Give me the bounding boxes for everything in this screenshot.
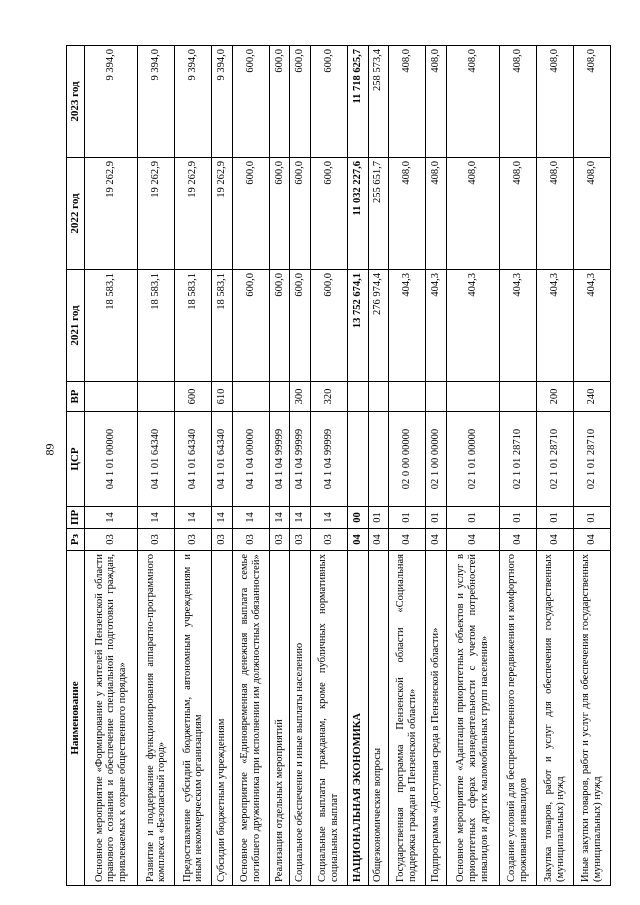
row-name-cell: Основное мероприятие «Единовременная денежная выплата семье погибшего дружинника при исполнении им должностных обязанностей» (232, 551, 269, 886)
col-header-2021: 2021 год (67, 270, 85, 382)
row-pr-cell: 01 (389, 507, 426, 529)
table-row (537, 46, 574, 886)
row-rz-cell: 04 (500, 529, 537, 551)
row-csr-cell: 04 1 01 64340 (175, 412, 212, 507)
row-csr-cell: 04 1 04 99999 (311, 412, 348, 507)
row-vr-cell (138, 382, 175, 412)
row-rz-cell: 04 (446, 529, 499, 551)
row-csr-cell: 04 1 04 00000 (232, 412, 269, 507)
row-csr-cell (368, 412, 389, 507)
header-row (67, 46, 85, 886)
row-name-cell: Основное мероприятие «Адаптация приоритетных объектов и услуг в приоритетных сферах жизнедеятельности с учетом потребностей инвалидов и других маломобильных групп населения» (446, 551, 499, 886)
row-csr-cell (347, 412, 368, 507)
row-pr-cell: 14 (175, 507, 212, 529)
row-2022-cell: 19 262,9 (175, 158, 212, 270)
row-2023-cell: 408,0 (446, 46, 499, 158)
row-csr-cell: 02 1 01 28710 (573, 412, 610, 507)
table-row (212, 46, 233, 886)
table-row (347, 46, 368, 886)
row-name-cell: Основное мероприятие «Формирование у жителей Пензенской области правового сознания и обеспечение специальной подготовки граждан, привлекаемых к охране общественного порядка» (85, 551, 138, 886)
table-container (66, 46, 611, 886)
row-vr-cell (446, 382, 499, 412)
row-vr-cell: 610 (212, 382, 233, 412)
row-rz-cell: 03 (232, 529, 269, 551)
table-body (85, 46, 611, 886)
row-pr-cell: 14 (212, 507, 233, 529)
table-row (175, 46, 212, 886)
row-2022-cell: 19 262,9 (138, 158, 175, 270)
row-vr-cell (368, 382, 389, 412)
table-row (368, 46, 389, 886)
row-rz-cell: 03 (269, 529, 290, 551)
row-csr-cell: 02 1 01 28710 (500, 412, 537, 507)
row-2021-cell: 18 583,1 (85, 270, 138, 382)
row-vr-cell (269, 382, 290, 412)
table-row (311, 46, 348, 886)
row-2022-cell: 600,0 (232, 158, 269, 270)
row-pr-cell: 01 (573, 507, 610, 529)
row-rz-cell: 04 (537, 529, 574, 551)
row-name-cell: Закупка товаров, работ и услуг для обеспечения государственных (муниципальных) нужд (537, 551, 574, 886)
row-2022-cell: 255 651,7 (368, 158, 389, 270)
row-2022-cell: 408,0 (389, 158, 426, 270)
row-vr-cell: 240 (573, 382, 610, 412)
row-vr-cell: 600 (175, 382, 212, 412)
row-rz-cell: 03 (138, 529, 175, 551)
row-csr-cell: 02 0 00 00000 (389, 412, 426, 507)
row-2021-cell: 18 583,1 (138, 270, 175, 382)
row-2022-cell: 408,0 (446, 158, 499, 270)
row-csr-cell: 04 1 01 00000 (85, 412, 138, 507)
row-2021-cell: 404,3 (426, 270, 447, 382)
table-row (573, 46, 610, 886)
row-2022-cell: 19 262,9 (212, 158, 233, 270)
row-pr-cell: 01 (446, 507, 499, 529)
row-2021-cell: 404,3 (500, 270, 537, 382)
row-vr-cell: 300 (290, 382, 311, 412)
row-2023-cell: 408,0 (573, 46, 610, 158)
row-2022-cell: 408,0 (500, 158, 537, 270)
table-row (85, 46, 138, 886)
row-name-cell: Иные закупки товаров, работ и услуг для обеспечения государственных (муниципальных) нужд (573, 551, 610, 886)
row-vr-cell: 200 (537, 382, 574, 412)
row-vr-cell (85, 382, 138, 412)
row-2023-cell: 600,0 (290, 46, 311, 158)
budget-table (66, 45, 611, 886)
row-pr-cell: 14 (232, 507, 269, 529)
row-rz-cell: 03 (175, 529, 212, 551)
row-rz-cell: 03 (290, 529, 311, 551)
row-2022-cell: 600,0 (290, 158, 311, 270)
row-2023-cell: 9 394,0 (138, 46, 175, 158)
row-2021-cell: 600,0 (269, 270, 290, 382)
rotated-page (66, 46, 611, 886)
row-pr-cell: 01 (500, 507, 537, 529)
row-csr-cell: 02 1 01 28710 (537, 412, 574, 507)
row-2023-cell: 600,0 (232, 46, 269, 158)
row-vr-cell (389, 382, 426, 412)
row-pr-cell: 14 (311, 507, 348, 529)
row-2021-cell: 600,0 (232, 270, 269, 382)
row-vr-cell (500, 382, 537, 412)
row-pr-cell: 00 (347, 507, 368, 529)
row-2023-cell: 9 394,0 (85, 46, 138, 158)
row-name-cell: Государственная программа Пензенской области «Социальная поддержка граждан в Пензенской области» (389, 551, 426, 886)
table-row (290, 46, 311, 886)
col-header-2023: 2023 год (67, 46, 85, 158)
row-pr-cell: 14 (85, 507, 138, 529)
row-2023-cell: 11 718 625,7 (347, 46, 368, 158)
row-rz-cell: 04 (426, 529, 447, 551)
row-csr-cell: 02 1 01 00000 (446, 412, 499, 507)
table-row (138, 46, 175, 886)
row-vr-cell (347, 382, 368, 412)
row-name-cell: НАЦИОНАЛЬНАЯ ЭКОНОМИКА (347, 551, 368, 886)
row-pr-cell: 01 (368, 507, 389, 529)
row-csr-cell: 04 1 01 64340 (212, 412, 233, 507)
col-header-rz: Рз (67, 529, 85, 551)
col-header-csr: ЦСР (67, 412, 85, 507)
row-2022-cell: 408,0 (537, 158, 574, 270)
row-2021-cell: 13 752 674,1 (347, 270, 368, 382)
row-2021-cell: 404,3 (389, 270, 426, 382)
row-2022-cell: 408,0 (426, 158, 447, 270)
row-name-cell: Подпрограмма «Доступная среда в Пензенской области» (426, 551, 447, 886)
row-2021-cell: 404,3 (446, 270, 499, 382)
table-row (446, 46, 499, 886)
row-rz-cell: 04 (368, 529, 389, 551)
row-pr-cell: 14 (290, 507, 311, 529)
row-2023-cell: 9 394,0 (212, 46, 233, 158)
row-2021-cell: 404,3 (573, 270, 610, 382)
table-row (426, 46, 447, 886)
row-name-cell: Создание условий для беспрепятственного передвижения и комфортного проживания инвалидов (500, 551, 537, 886)
row-name-cell: Предоставление субсидий бюджетным, автономным учреждениям и иным некоммерческим организациям (175, 551, 212, 886)
row-rz-cell: 03 (212, 529, 233, 551)
row-2021-cell: 600,0 (290, 270, 311, 382)
col-header-name: Наименование (67, 551, 85, 886)
col-header-2022: 2022 год (67, 158, 85, 270)
row-2021-cell: 276 974,4 (368, 270, 389, 382)
row-pr-cell: 01 (537, 507, 574, 529)
row-csr-cell: 02 1 00 00000 (426, 412, 447, 507)
row-2023-cell: 408,0 (426, 46, 447, 158)
row-2022-cell: 600,0 (269, 158, 290, 270)
row-rz-cell: 04 (347, 529, 368, 551)
row-vr-cell (426, 382, 447, 412)
row-vr-cell (232, 382, 269, 412)
table-row (389, 46, 426, 886)
row-vr-cell: 320 (311, 382, 348, 412)
row-name-cell: Социальное обеспечение и иные выплаты населению (290, 551, 311, 886)
row-2023-cell: 600,0 (311, 46, 348, 158)
row-2021-cell: 600,0 (311, 270, 348, 382)
row-pr-cell: 14 (138, 507, 175, 529)
row-pr-cell: 01 (426, 507, 447, 529)
row-name-cell: Реализация отдельных мероприятий (269, 551, 290, 886)
row-rz-cell: 04 (389, 529, 426, 551)
row-2023-cell: 408,0 (389, 46, 426, 158)
row-2022-cell: 19 262,9 (85, 158, 138, 270)
row-name-cell: Социальные выплаты гражданам, кроме публичных нормативных социальных выплат (311, 551, 348, 886)
row-2021-cell: 18 583,1 (175, 270, 212, 382)
col-header-pr: ПР (67, 507, 85, 529)
row-pr-cell: 14 (269, 507, 290, 529)
row-csr-cell: 04 1 04 99999 (290, 412, 311, 507)
row-2023-cell: 600,0 (269, 46, 290, 158)
row-name-cell: Субсидии бюджетным учреждениям (212, 551, 233, 886)
table-row (500, 46, 537, 886)
row-2022-cell: 408,0 (573, 158, 610, 270)
row-name-cell: Общеэкономические вопросы (368, 551, 389, 886)
row-2022-cell: 600,0 (311, 158, 348, 270)
row-rz-cell: 03 (85, 529, 138, 551)
row-name-cell: Развитие и поддержание функционирования аппаратно-программного комплекса «Безопасный город» (138, 551, 175, 886)
row-2023-cell: 9 394,0 (175, 46, 212, 158)
row-csr-cell: 04 1 04 99999 (269, 412, 290, 507)
row-rz-cell: 03 (311, 529, 348, 551)
row-2023-cell: 408,0 (500, 46, 537, 158)
row-2023-cell: 258 573,4 (368, 46, 389, 158)
row-csr-cell: 04 1 01 64340 (138, 412, 175, 507)
table-row (232, 46, 269, 886)
row-2023-cell: 408,0 (537, 46, 574, 158)
page-number: 89 (42, 443, 57, 456)
row-rz-cell: 04 (573, 529, 610, 551)
row-2021-cell: 404,3 (537, 270, 574, 382)
col-header-vr: ВР (67, 382, 85, 412)
row-2022-cell: 11 032 227,6 (347, 158, 368, 270)
row-2021-cell: 18 583,1 (212, 270, 233, 382)
table-row (269, 46, 290, 886)
